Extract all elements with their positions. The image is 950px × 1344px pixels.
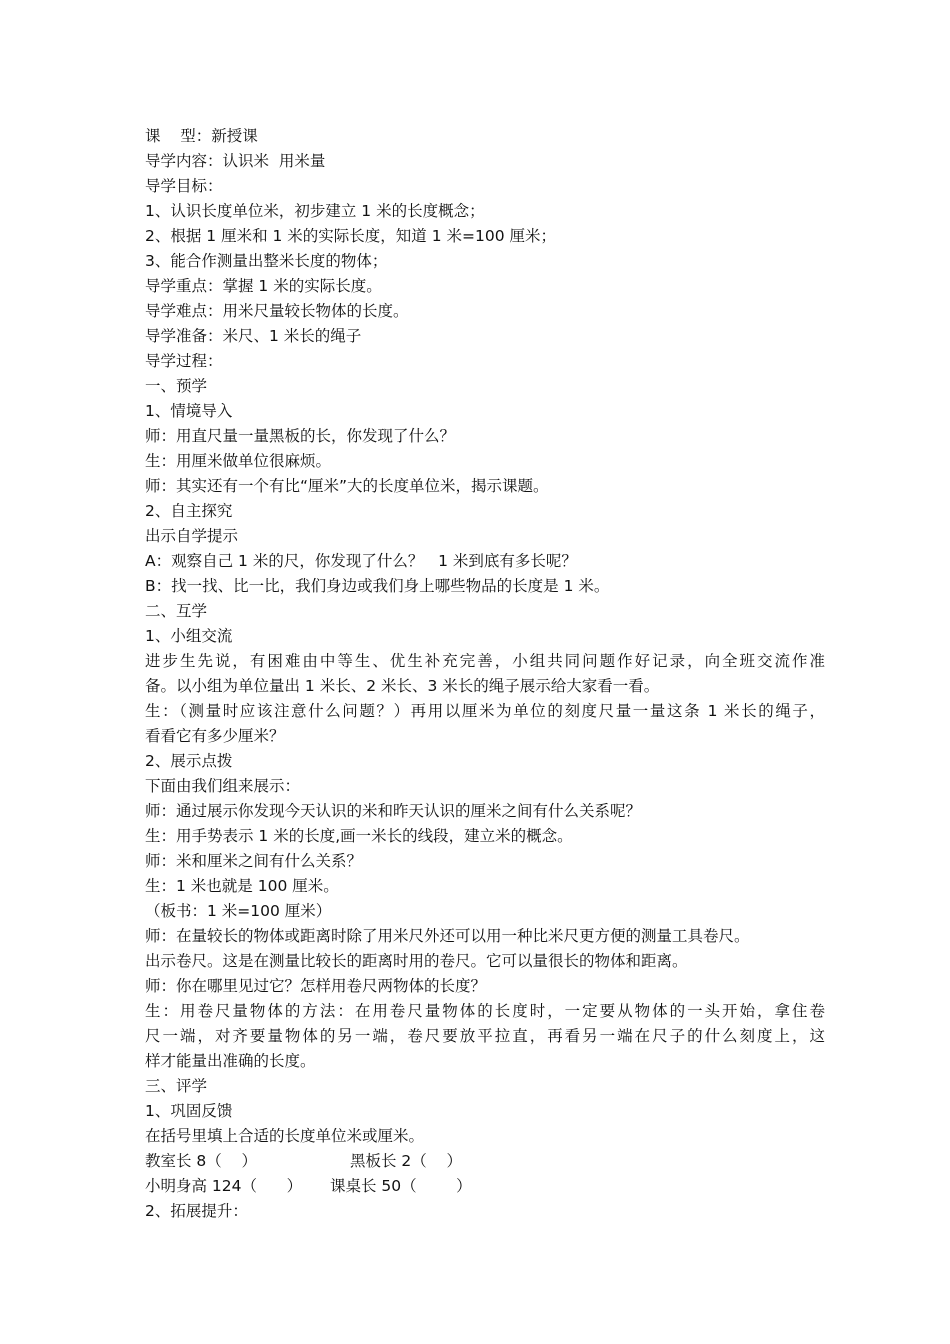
section-heading: 三、评学 xyxy=(145,1077,208,1095)
text-line: 师：用直尺量一量黑板的长，你发现了什么？ xyxy=(145,427,456,445)
text-line: 2、展示点拨 xyxy=(145,752,233,770)
text-line: 师：米和厘米之间有什么关系？ xyxy=(145,852,363,870)
text-line: 师：通过展示你发现今天认识的米和昨天认识的厘米之间有什么关系呢？ xyxy=(145,802,642,820)
text-line: 课 型：新授课 xyxy=(145,127,258,145)
fill-in-row xyxy=(145,1149,825,1174)
text-line: 生：（测量时应该注意什么问题？）再用以厘米为单位的刻度尺量一量这条 1 米长的绳子， xyxy=(145,702,825,720)
text-line: 出示卷尺。这是在测量比较长的距离时用的卷尺。它可以量很长的物体和距离。 xyxy=(145,952,688,970)
text-line: 生：用卷尺量物体的方法：在用卷尺量物体的长度时，一定要从物体的一头开始，拿住卷 xyxy=(145,1002,825,1020)
text-line: 导学难点：用米尺量较长物体的长度。 xyxy=(145,302,409,320)
text-line: 进步生先说，有困难由中等生、优生补充完善，小组共同问题作好记录，向全班交流作准 xyxy=(145,652,825,670)
text-line: 导学准备：米尺、1 米长的绳子 xyxy=(145,327,362,345)
text-line: 1、认识长度单位米，初步建立 1 米的长度概念； xyxy=(145,202,485,220)
text-line: 1、小组交流 xyxy=(145,627,233,645)
text-line: 生：用手势表示 1 米的长度,画一米长的线段，建立米的概念。 xyxy=(145,827,573,845)
text-line: 1、巩固反馈 xyxy=(145,1102,233,1120)
text-line: 2、自主探究 xyxy=(145,502,233,520)
text-line: 导学过程： xyxy=(145,352,223,370)
section-heading: 二、互学 xyxy=(145,602,208,620)
text-line: 导学目标： xyxy=(145,177,223,195)
text-line: 生：用厘米做单位很麻烦。 xyxy=(145,452,332,470)
fill-in-item: 黑板长 2（ ） xyxy=(350,1152,462,1170)
text-line: 导学内容：认识米 用米量 xyxy=(145,152,326,170)
text-line: 3、能合作测量出整米长度的物体； xyxy=(145,252,388,270)
document-body xyxy=(145,124,825,1224)
text-line: 2、拓展提升： xyxy=(145,1202,248,1220)
text-line: 师：在量较长的物体或距离时除了用米尺外还可以用一种比米尺更方便的测量工具卷尺。 xyxy=(145,927,750,945)
text-line: 1、情境导入 xyxy=(145,402,233,420)
text-line: 备。以小组为单位量出 1 米长、2 米长、3 米长的绳子展示给大家看一看。 xyxy=(145,677,660,695)
text-line: 2、根据 1 厘米和 1 米的实际长度，知道 1 米=100 厘米； xyxy=(145,227,557,245)
text-line: 导学重点：掌握 1 米的实际长度。 xyxy=(145,277,382,295)
text-line: 出示自学提示 xyxy=(145,527,239,545)
section-heading: 一、预学 xyxy=(145,377,208,395)
text-line: 尺一端，对齐要量物体的另一端，卷尺要放平拉直，再看另一端在尺子的什么刻度上，这 xyxy=(145,1027,825,1045)
fill-in-item: 小明身高 124（ ） xyxy=(145,1177,303,1195)
text-line: （板书：1 米=100 厘米） xyxy=(145,902,332,920)
text-line: 师：你在哪里见过它？怎样用卷尺两物体的长度？ xyxy=(145,977,487,995)
text-line: 在括号里填上合适的长度单位米或厘米。 xyxy=(145,1127,425,1145)
text-line: 生：1 米也就是 100 厘米。 xyxy=(145,877,339,895)
fill-in-item: 教室长 8（ ） xyxy=(145,1152,257,1170)
fill-in-row xyxy=(145,1174,825,1199)
text-line: 下面由我们组来展示： xyxy=(145,777,301,795)
text-line: B：找一找、比一比，我们身边或我们身上哪些物品的长度是 1 米。 xyxy=(145,577,610,595)
text-line: A：观察自己 1 米的尺，你发现了什么？ 1 米到底有多长呢？ xyxy=(145,552,577,570)
text-line: 师：其实还有一个有比“厘米”大的长度单位米，揭示课题。 xyxy=(145,477,549,495)
text-line: 看看它有多少厘米？ xyxy=(145,727,285,745)
fill-in-item: 课桌长 50（ ） xyxy=(330,1177,472,1195)
text-line: 样才能量出准确的长度。 xyxy=(145,1052,316,1070)
